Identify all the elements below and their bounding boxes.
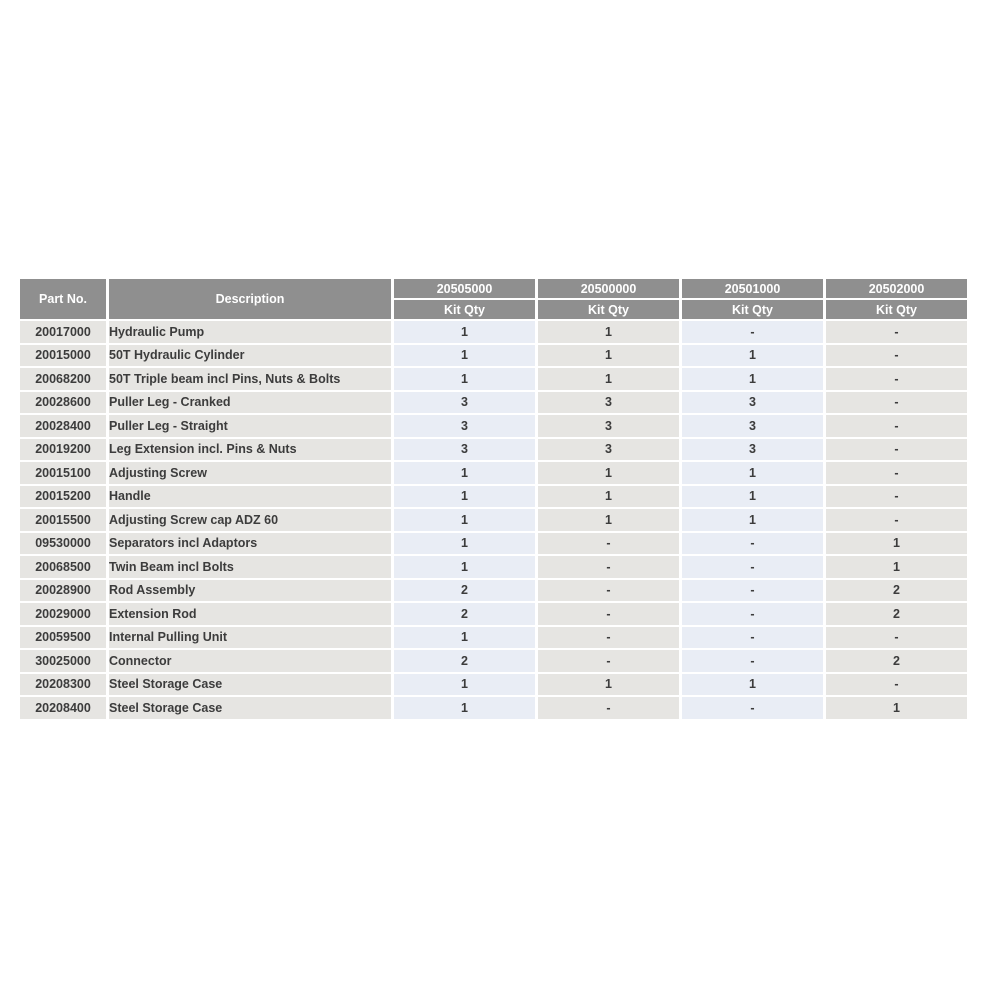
table-row bbox=[20, 415, 967, 437]
table-row bbox=[20, 462, 967, 484]
kit-qty-cell: - bbox=[682, 556, 823, 578]
part-no-cell: 20015500 bbox=[20, 509, 106, 531]
table-row bbox=[20, 533, 967, 555]
header-kit-qty: Kit Qty bbox=[394, 300, 535, 319]
kit-qty-cell: - bbox=[538, 580, 679, 602]
kit-qty-cell: - bbox=[826, 439, 967, 461]
header-kit-qty: Kit Qty bbox=[538, 300, 679, 319]
header-kit-20501000: 20501000 bbox=[682, 279, 823, 298]
part-no-cell: 30025000 bbox=[20, 650, 106, 672]
part-no-cell: 20059500 bbox=[20, 627, 106, 649]
kit-qty-cell: - bbox=[538, 650, 679, 672]
part-no-cell: 20019200 bbox=[20, 439, 106, 461]
kit-qty-cell: 3 bbox=[538, 392, 679, 414]
kit-qty-cell: 1 bbox=[394, 674, 535, 696]
description-cell: Hydraulic Pump bbox=[109, 321, 391, 343]
table-row bbox=[20, 486, 967, 508]
header-description: Description bbox=[109, 279, 391, 319]
description-cell: Steel Storage Case bbox=[109, 674, 391, 696]
table-row bbox=[20, 439, 967, 461]
kit-qty-cell: - bbox=[538, 697, 679, 719]
description-cell: 50T Hydraulic Cylinder bbox=[109, 345, 391, 367]
kit-qty-cell: 3 bbox=[394, 392, 535, 414]
kit-qty-cell: 1 bbox=[682, 674, 823, 696]
kit-qty-cell: - bbox=[682, 533, 823, 555]
kit-qty-cell: - bbox=[826, 509, 967, 531]
description-cell: Puller Leg - Straight bbox=[109, 415, 391, 437]
header-kit-20500000: 20500000 bbox=[538, 279, 679, 298]
kit-qty-cell: - bbox=[826, 462, 967, 484]
kit-qty-cell: 1 bbox=[394, 321, 535, 343]
kit-qty-cell: - bbox=[538, 627, 679, 649]
header-part-no: Part No. bbox=[20, 279, 106, 319]
part-no-cell: 09530000 bbox=[20, 533, 106, 555]
table-row bbox=[20, 392, 967, 414]
table-row bbox=[20, 697, 967, 719]
description-cell: Internal Pulling Unit bbox=[109, 627, 391, 649]
kit-qty-cell: 3 bbox=[682, 392, 823, 414]
part-no-cell: 20068200 bbox=[20, 368, 106, 390]
table-row bbox=[20, 556, 967, 578]
header-kit-20502000: 20502000 bbox=[826, 279, 967, 298]
kit-qty-cell: 1 bbox=[394, 627, 535, 649]
kit-qty-cell: 2 bbox=[826, 650, 967, 672]
kit-qty-cell: 1 bbox=[826, 533, 967, 555]
kit-qty-cell: - bbox=[826, 321, 967, 343]
kit-qty-cell: 1 bbox=[682, 368, 823, 390]
kit-qty-cell: 1 bbox=[394, 486, 535, 508]
kit-qty-cell: 3 bbox=[682, 439, 823, 461]
kit-qty-cell: 2 bbox=[394, 603, 535, 625]
kit-qty-cell: 1 bbox=[682, 486, 823, 508]
kit-qty-cell: - bbox=[682, 627, 823, 649]
part-no-cell: 20015000 bbox=[20, 345, 106, 367]
part-no-cell: 20208400 bbox=[20, 697, 106, 719]
kit-qty-cell: - bbox=[682, 650, 823, 672]
kit-qty-cell: 2 bbox=[394, 650, 535, 672]
kit-qty-cell: 1 bbox=[538, 674, 679, 696]
table-row bbox=[20, 603, 967, 625]
kit-qty-cell: 1 bbox=[394, 697, 535, 719]
kit-qty-cell: 1 bbox=[682, 345, 823, 367]
kit-qty-cell: 2 bbox=[826, 603, 967, 625]
header-kit-20505000: 20505000 bbox=[394, 279, 535, 298]
description-cell: Twin Beam incl Bolts bbox=[109, 556, 391, 578]
kit-qty-cell: 1 bbox=[538, 462, 679, 484]
kit-qty-cell: - bbox=[826, 345, 967, 367]
part-no-cell: 20208300 bbox=[20, 674, 106, 696]
kit-qty-cell: 1 bbox=[394, 345, 535, 367]
part-no-cell: 20028600 bbox=[20, 392, 106, 414]
table-row bbox=[20, 650, 967, 672]
description-cell: Extension Rod bbox=[109, 603, 391, 625]
kit-qty-cell: - bbox=[538, 533, 679, 555]
kit-qty-cell: 2 bbox=[826, 580, 967, 602]
parts-kit-table bbox=[17, 277, 970, 721]
kit-qty-cell: 1 bbox=[394, 509, 535, 531]
kit-qty-cell: 1 bbox=[394, 556, 535, 578]
kit-qty-cell: 1 bbox=[538, 321, 679, 343]
description-cell: Handle bbox=[109, 486, 391, 508]
kit-qty-cell: 1 bbox=[538, 368, 679, 390]
kit-qty-cell: - bbox=[538, 556, 679, 578]
kit-qty-cell: 3 bbox=[394, 415, 535, 437]
table-row bbox=[20, 627, 967, 649]
part-no-cell: 20017000 bbox=[20, 321, 106, 343]
table-row bbox=[20, 674, 967, 696]
description-cell: Separators incl Adaptors bbox=[109, 533, 391, 555]
kit-qty-cell: 1 bbox=[826, 556, 967, 578]
kit-qty-cell: - bbox=[682, 321, 823, 343]
table-row bbox=[20, 345, 967, 367]
kit-qty-cell: - bbox=[826, 368, 967, 390]
description-cell: Leg Extension incl. Pins & Nuts bbox=[109, 439, 391, 461]
table-body bbox=[20, 321, 967, 719]
part-no-cell: 20015100 bbox=[20, 462, 106, 484]
kit-qty-cell: 3 bbox=[538, 439, 679, 461]
kit-qty-cell: 1 bbox=[538, 345, 679, 367]
kit-qty-cell: - bbox=[826, 627, 967, 649]
part-no-cell: 20029000 bbox=[20, 603, 106, 625]
kit-qty-cell: 1 bbox=[394, 533, 535, 555]
description-cell: Rod Assembly bbox=[109, 580, 391, 602]
table-row bbox=[20, 321, 967, 343]
description-cell: Steel Storage Case bbox=[109, 697, 391, 719]
kit-qty-cell: 1 bbox=[394, 462, 535, 484]
description-cell: Adjusting Screw cap ADZ 60 bbox=[109, 509, 391, 531]
kit-qty-cell: 3 bbox=[394, 439, 535, 461]
kit-qty-cell: 1 bbox=[538, 486, 679, 508]
kit-qty-cell: 1 bbox=[682, 462, 823, 484]
kit-qty-cell: - bbox=[538, 603, 679, 625]
kit-qty-cell: - bbox=[826, 415, 967, 437]
description-cell: Adjusting Screw bbox=[109, 462, 391, 484]
kit-qty-cell: - bbox=[682, 697, 823, 719]
description-cell: 50T Triple beam incl Pins, Nuts & Bolts bbox=[109, 368, 391, 390]
kit-qty-cell: 3 bbox=[682, 415, 823, 437]
description-cell: Connector bbox=[109, 650, 391, 672]
kit-qty-cell: 3 bbox=[538, 415, 679, 437]
header-kit-qty: Kit Qty bbox=[826, 300, 967, 319]
table-row bbox=[20, 580, 967, 602]
table-row bbox=[20, 368, 967, 390]
description-cell: Puller Leg - Cranked bbox=[109, 392, 391, 414]
header-kit-qty: Kit Qty bbox=[682, 300, 823, 319]
kit-qty-cell: 1 bbox=[394, 368, 535, 390]
table-header bbox=[20, 279, 967, 319]
part-no-cell: 20028400 bbox=[20, 415, 106, 437]
kit-qty-cell: - bbox=[826, 392, 967, 414]
kit-qty-cell: 2 bbox=[394, 580, 535, 602]
kit-qty-cell: - bbox=[826, 674, 967, 696]
kit-qty-cell: - bbox=[826, 486, 967, 508]
part-no-cell: 20015200 bbox=[20, 486, 106, 508]
part-no-cell: 20028900 bbox=[20, 580, 106, 602]
kit-qty-cell: - bbox=[682, 580, 823, 602]
part-no-cell: 20068500 bbox=[20, 556, 106, 578]
kit-qty-cell: 1 bbox=[538, 509, 679, 531]
kit-qty-cell: 1 bbox=[826, 697, 967, 719]
kit-qty-cell: 1 bbox=[682, 509, 823, 531]
kit-qty-cell: - bbox=[682, 603, 823, 625]
table-row bbox=[20, 509, 967, 531]
